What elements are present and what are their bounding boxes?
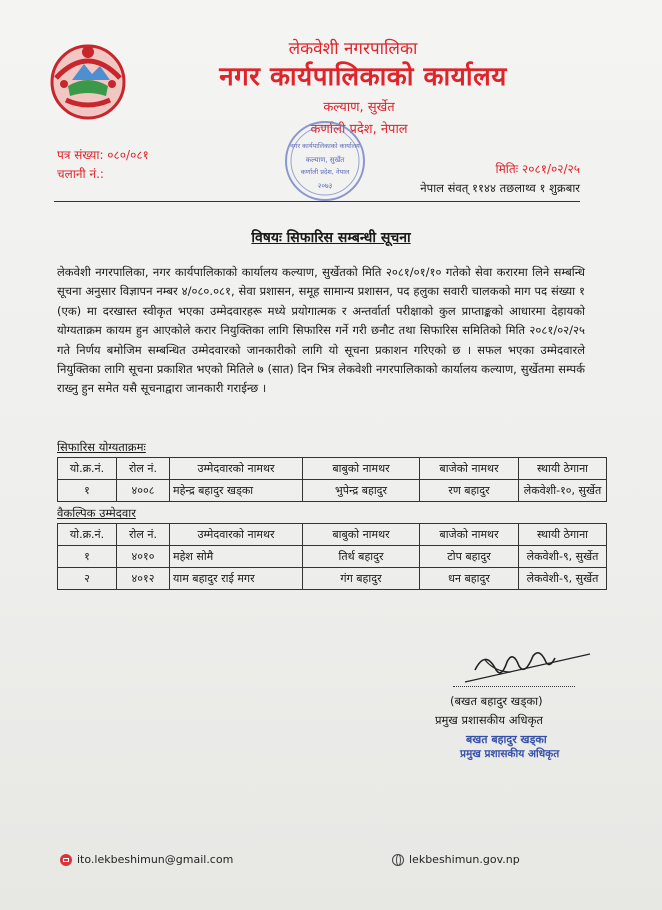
footer-website[interactable] bbox=[392, 853, 520, 866]
stamp-line3: कर्णाली प्रदेश, नेपाल bbox=[300, 168, 350, 176]
cell-address: लेकवेशी-९, सुर्खेत bbox=[519, 546, 607, 568]
chalani-number: चलानी नं.: bbox=[57, 167, 104, 181]
nepal-samvat-date: नेपाल संवत् ११४४ तछलाथ्व १ शुक्रबार bbox=[420, 181, 580, 195]
recommended-table bbox=[57, 457, 607, 502]
table-row bbox=[58, 480, 607, 502]
cell-candidate: याम बहादुर राई मगर bbox=[170, 568, 303, 590]
alternate-table bbox=[57, 523, 607, 590]
cell-father: गंग बहादुर bbox=[303, 568, 420, 590]
cell-address: लेकवेशी-९, सुर्खेत bbox=[519, 568, 607, 590]
footer-email[interactable] bbox=[60, 853, 233, 866]
website-text: lekbeshimun.gov.np bbox=[409, 853, 520, 866]
patra-sankhya: पत्र संख्या: ०८०/०८१ bbox=[57, 148, 149, 162]
cell-roll: ४०१० bbox=[117, 546, 170, 568]
signatory-name: (बखत बहादुर खड्का) bbox=[450, 694, 543, 708]
email-text: ito.lekbeshimun@gmail.com bbox=[77, 853, 234, 866]
cell-grandfather: धन बहादुर bbox=[420, 568, 519, 590]
col-roll: रोल नं. bbox=[117, 524, 170, 546]
stamp-line1: नगर कार्यपालिकाको कार्यालय bbox=[290, 142, 360, 150]
office-title: नगर कार्यपालिकाको कार्यालय bbox=[219, 62, 507, 92]
cell-roll: ४००८ bbox=[117, 480, 170, 502]
cell-father: भुपेन्द्र बहादुर bbox=[303, 480, 420, 502]
cell-serial: १ bbox=[58, 546, 117, 568]
table-header-row bbox=[58, 524, 607, 546]
signature-line bbox=[453, 686, 575, 687]
table-header-row bbox=[58, 458, 607, 480]
cell-serial: १ bbox=[58, 480, 117, 502]
col-candidate: उम्मेदवारको नामथर bbox=[170, 458, 303, 480]
col-father: बाबुको नामथर bbox=[303, 458, 420, 480]
col-candidate: उम्मेदवारको नामथर bbox=[170, 524, 303, 546]
subject-text: विषयः सिफारिस सम्बन्धी सूचना bbox=[251, 230, 411, 246]
cell-candidate: महेन्द्र बहादुर खड्का bbox=[170, 480, 303, 502]
col-father: बाबुको नामथर bbox=[303, 524, 420, 546]
handwritten-signature bbox=[455, 642, 595, 692]
stamp-line4: २०७३ bbox=[317, 182, 333, 190]
title-stamp: प्रमुख प्रशासकीय अधिकृत bbox=[460, 748, 560, 760]
table-row bbox=[58, 546, 607, 568]
letter-date: मितिः २०८१/०२/२५ bbox=[495, 162, 580, 176]
name-stamp: बखत बहादुर खड्का bbox=[466, 733, 547, 746]
table-row bbox=[58, 568, 607, 590]
col-grandfather: बाजेको नामथर bbox=[420, 524, 519, 546]
col-serial: यो.क्र.नं. bbox=[58, 524, 117, 546]
col-address: स्थायी ठेगाना bbox=[519, 524, 607, 546]
col-address: स्थायी ठेगाना bbox=[519, 458, 607, 480]
alternate-section-title: वैकल्पिक उम्मेदवार bbox=[57, 506, 136, 520]
header-divider bbox=[54, 201, 580, 202]
subject-line bbox=[0, 228, 662, 247]
globe-icon bbox=[392, 854, 404, 866]
signatory-title: प्रमुख प्रशासकीय अधिकृत bbox=[435, 713, 543, 727]
col-grandfather: बाजेको नामथर bbox=[420, 458, 519, 480]
cell-serial: २ bbox=[58, 568, 117, 590]
stamp-line2: कल्याण, सुर्खेत bbox=[305, 156, 345, 164]
office-seal-stamp bbox=[282, 118, 368, 204]
office-location: कल्याण, सुर्खेत bbox=[323, 100, 395, 115]
cell-candidate: महेश सोमै bbox=[170, 546, 303, 568]
office-province: कर्णाली प्रदेश, नेपाल bbox=[310, 122, 408, 137]
cell-roll: ४०१२ bbox=[117, 568, 170, 590]
cell-address: लेकवेशी-१०, सुर्खेत bbox=[519, 480, 607, 502]
cell-father: तिर्थ बहादुर bbox=[303, 546, 420, 568]
cell-grandfather: टोप बहादुर bbox=[420, 546, 519, 568]
notice-body: लेकवेशी नगरपालिका, नगर कार्यपालिकाको कार्यालय कल्याण, सुर्खेतको मिति २०८१/०१/१० गतेको सेवा करारमा लिने सम्बन्धि सूचना अनुसार विज्ञापन नम्बर ४/०८०.०८१, सेवा प्रशासन, समूह सामान्य प्रशासन, पद हलुका सवारी चालकको माग पद संख्या १ (एक) मा दरखास्त स्वीकृत भएका उम्मेदवारहरू मध्ये प्रयोगात्मक र अन्तर्वार्ता परीक्षाको कुल प्राप्ताङ्कको आधारमा देहायको योग्यताक्रम कायम हुन आएकोले करार नियुक्तिका लागि सिफारिस गर्ने गरी छनौट तथा सिफारिस समितिको मिति २०८१/०२/२५ गते निर्णय बमोजिम सम्बन्धित उम्मेदवारको जानकारीको लागि यो सूचना प्रकाशन गरिएको छ । सफल भएका उम्मेदवारले नियुक्तिका लागि सूचना प्रकाशित भएको मितिले ७ (सात) दिन भित्र लेकवेशी नगरपालिकाको कार्यालय कल्याण, सुर्खेतमा सम्पर्क राख्नु हुन समेत यसै सूचनाद्वारा जानकारी गराईन्छ । bbox=[57, 265, 585, 396]
col-roll: रोल नं. bbox=[117, 458, 170, 480]
email-icon bbox=[60, 854, 72, 866]
recommended-section-title: सिफारिस योग्यताक्रमः bbox=[57, 440, 146, 454]
municipality-name: लेकवेशी नगरपालिका bbox=[288, 39, 418, 59]
cell-grandfather: रण बहादुर bbox=[420, 480, 519, 502]
col-serial: यो.क्र.नं. bbox=[58, 458, 117, 480]
